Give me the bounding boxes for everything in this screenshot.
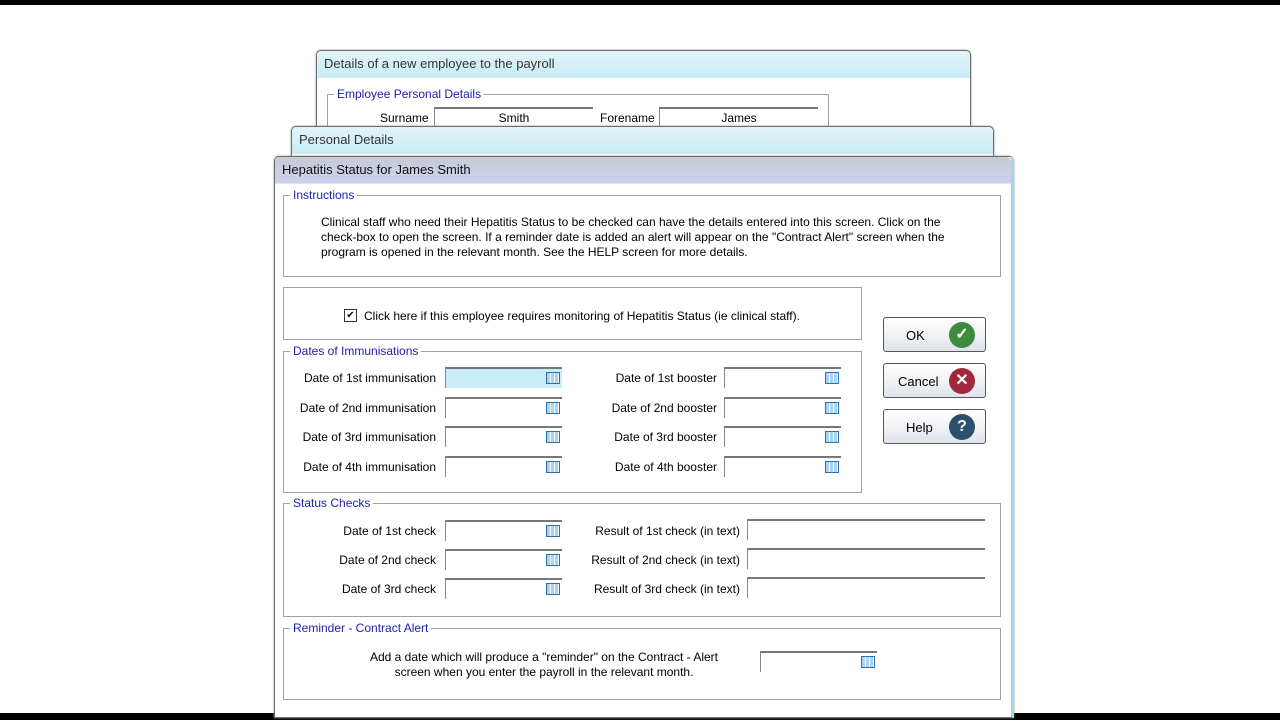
imm-3-date-input[interactable] [445, 426, 562, 447]
window-title: Details of a new employee to the payroll [317, 51, 970, 78]
check-1-date-input[interactable] [445, 520, 562, 541]
result-2-input[interactable] [747, 548, 985, 569]
group-legend: Dates of Immunisations [290, 344, 421, 358]
result-1-input[interactable] [747, 519, 985, 540]
calendar-icon[interactable] [825, 372, 839, 384]
instructions-line: program is opened in the relevant month. See the HELP screen for more details. [321, 245, 748, 259]
imm-1-label: Date of 1st immunisation [303, 371, 436, 385]
calendar-icon[interactable] [546, 372, 560, 384]
cancel-label: Cancel [898, 374, 939, 389]
reminder-group [283, 621, 1001, 700]
check-1-label: Date of 1st check [343, 524, 436, 538]
booster-2-label: Date of 2nd booster [611, 401, 717, 415]
monitoring-checkbox[interactable]: ✔ [344, 309, 357, 322]
group-legend: Employee Personal Details [334, 87, 484, 101]
result-3-label: Result of 3rd check (in text) [593, 582, 740, 596]
reminder-line: screen when you enter the payroll in the relevant month. [394, 665, 694, 679]
calendar-icon[interactable] [825, 402, 839, 414]
close-icon: ✕ [949, 368, 975, 394]
instructions-line: Clinical staff who need their Hepatitis Status to be checked can have the details entered into this screen. Click on the [321, 215, 941, 229]
cancel-button[interactable] [883, 363, 986, 398]
instructions-group [283, 188, 1001, 277]
group-legend: Reminder - Contract Alert [290, 621, 431, 635]
calendar-icon[interactable] [861, 656, 875, 668]
monitoring-group [283, 287, 862, 340]
reminder-date-input[interactable] [760, 651, 877, 672]
dialog-title: Hepatitis Status for James Smith [275, 157, 1011, 184]
result-2-label: Result of 2nd check (in text) [591, 553, 740, 567]
check-3-label: Date of 3rd check [341, 582, 436, 596]
imm-1-date-input[interactable] [445, 367, 562, 388]
booster-4-label: Date of 4th booster [614, 460, 717, 474]
result-3-input[interactable] [747, 577, 985, 598]
forename-label: Forename [600, 111, 655, 125]
question-icon: ? [949, 414, 975, 440]
surname-label: Surname [380, 111, 429, 125]
booster-4-date-input[interactable] [724, 456, 841, 477]
imm-3-label: Date of 3rd immunisation [302, 430, 436, 444]
calendar-icon[interactable] [825, 461, 839, 473]
booster-1-date-input[interactable] [724, 367, 841, 388]
result-1-label: Result of 1st check (in text) [595, 524, 740, 538]
reminder-line: Add a date which will produce a "reminder" on the Contract - Alert [369, 650, 719, 664]
imm-4-label: Date of 4th immunisation [303, 460, 436, 474]
help-button[interactable] [883, 409, 986, 444]
calendar-icon[interactable] [546, 583, 560, 595]
ok-button[interactable] [883, 317, 986, 352]
forename-input[interactable]: James [659, 107, 818, 128]
help-label: Help [906, 420, 933, 435]
calendar-icon[interactable] [546, 402, 560, 414]
booster-2-date-input[interactable] [724, 397, 841, 418]
surname-input[interactable]: Smith [434, 107, 593, 128]
calendar-icon[interactable] [546, 431, 560, 443]
ok-label: OK [906, 328, 925, 343]
imm-2-label: Date of 2nd immunisation [299, 401, 436, 415]
imm-4-date-input[interactable] [445, 456, 562, 477]
booster-3-date-input[interactable] [724, 426, 841, 447]
group-legend: Instructions [290, 188, 357, 202]
booster-3-label: Date of 3rd booster [614, 430, 717, 444]
calendar-icon[interactable] [825, 431, 839, 443]
calendar-icon[interactable] [546, 525, 560, 537]
monitoring-label[interactable]: Click here if this employee requires monitoring of Hepatitis Status (ie clinical staff). [364, 309, 800, 323]
instructions-line: check-box to open the screen. If a reminder date is added an alert will appear on the "Contract Alert" screen when the [321, 230, 945, 244]
check-2-label: Date of 2nd check [339, 553, 436, 567]
check-3-date-input[interactable] [445, 578, 562, 599]
window-title: Personal Details [292, 127, 993, 154]
top-bar [0, 0, 1280, 5]
booster-1-label: Date of 1st booster [615, 371, 717, 385]
reminder-text [344, 650, 744, 680]
group-legend: Status Checks [290, 496, 373, 510]
instructions-text [321, 215, 945, 260]
imm-2-date-input[interactable] [445, 397, 562, 418]
check-icon: ✓ [949, 322, 975, 348]
calendar-icon[interactable] [546, 554, 560, 566]
calendar-icon[interactable] [546, 461, 560, 473]
check-2-date-input[interactable] [445, 549, 562, 570]
